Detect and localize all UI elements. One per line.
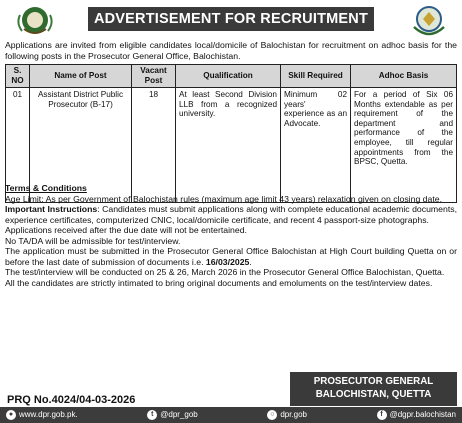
signature-line-2: BALOCHISTAN, QUETTA [315,388,432,400]
twitter-icon: t [147,410,157,420]
header-sno: S. NO [6,65,30,88]
important-instructions-text: : Candidates must submit applications along with complete educational academic documents, experience certificates, computerized CNIC, local/domicile certificate, and recent 4 passport-size photographs. [5,204,457,225]
late-applications-note: Applications received after the due date will not be entertained. [5,225,247,235]
instagram-link[interactable] [267,407,307,423]
instagram-text: dpr.gob [280,410,308,419]
table-header-row [6,65,457,88]
age-limit-paragraph [5,194,457,205]
twitter-text: @dpr_gob [160,410,198,419]
instagram-icon: ○ [267,410,277,420]
terms-and-conditions [5,183,457,288]
age-limit-text: As per Government of Balochistan rules (maximum age limit 43 years) relaxation given on closing date. [43,193,443,204]
cell-name-of-post: Assistant District Public Prosecutor (B-17) [30,88,132,203]
intro-text: Applications are invited from eligible candidates local/domicile of Balochistan for recruitment on adhoc basis for the following posts in the Prosecutor General Office, Balochistan. [5,40,457,61]
header-skill-required: Skill Required [281,65,351,88]
social-media-bar [0,407,462,423]
header-name-of-post: Name of Post [30,65,132,88]
cell-vacant-post: 18 [132,88,176,203]
globe-icon: ● [6,410,16,420]
facebook-text: @dgpr.balochistan [389,410,456,419]
facebook-link[interactable] [377,407,456,423]
website-link[interactable] [6,407,78,423]
prq-number: PRQ No.4024/04-03-2026 [7,394,136,406]
age-limit-label: Age Limit: [5,193,44,204]
signature-line-1: PROSECUTOR GENERAL [313,376,434,387]
important-instructions-label: Important Instructions [5,204,98,214]
test-interview-note: The test/interview will be conducted on 25 & 26, March 2026 in the Prosecutor General Office Balochistan, Quetta. [5,267,445,277]
header-adhoc-basis: Adhoc Basis [351,65,457,88]
cell-adhoc-basis: For a period of Six 06 Months extendable as per requirement of the department and performance of the employee, till regular appointments from the BPSC, Quetta. [351,88,457,203]
terms-heading: Terms & Conditions [5,183,87,193]
cell-skill-required: Minimum 02 years' experience as an Advocate. [281,88,351,203]
cell-sno: 01 [6,88,30,203]
website-text: www.dpr.gob.pk. [19,410,78,419]
facebook-icon: f [377,410,387,420]
header-qualification: Qualification [176,65,281,88]
cell-qualification: At least Second Division LLB from a recognized university. [176,88,281,203]
prosecutor-general-emblem-logo [404,3,454,39]
header-vacant-post: Vacant Post [132,65,176,88]
submission-end: . [249,256,252,267]
important-instructions-paragraph [5,204,457,225]
submission-paragraph [5,246,457,267]
submission-text: The application must be submitted in the Prosecutor General Office Balochistan at High Court building Quetta on or before the last date of submission of documents i.e. [5,246,457,267]
signature-block [290,372,457,406]
original-documents-note: All the candidates are strictly intimated to bring original documents and emoluments on the test/interview dates. [5,277,433,288]
submission-date: 16/03/2025 [205,256,250,267]
twitter-link[interactable] [147,407,197,423]
ta-da-note: No TA/DA will be admissible for test/interview. [5,235,181,246]
advertisement-title: ADVERTISEMENT FOR RECRUITMENT [88,7,374,31]
balochistan-emblem-logo [10,3,60,39]
